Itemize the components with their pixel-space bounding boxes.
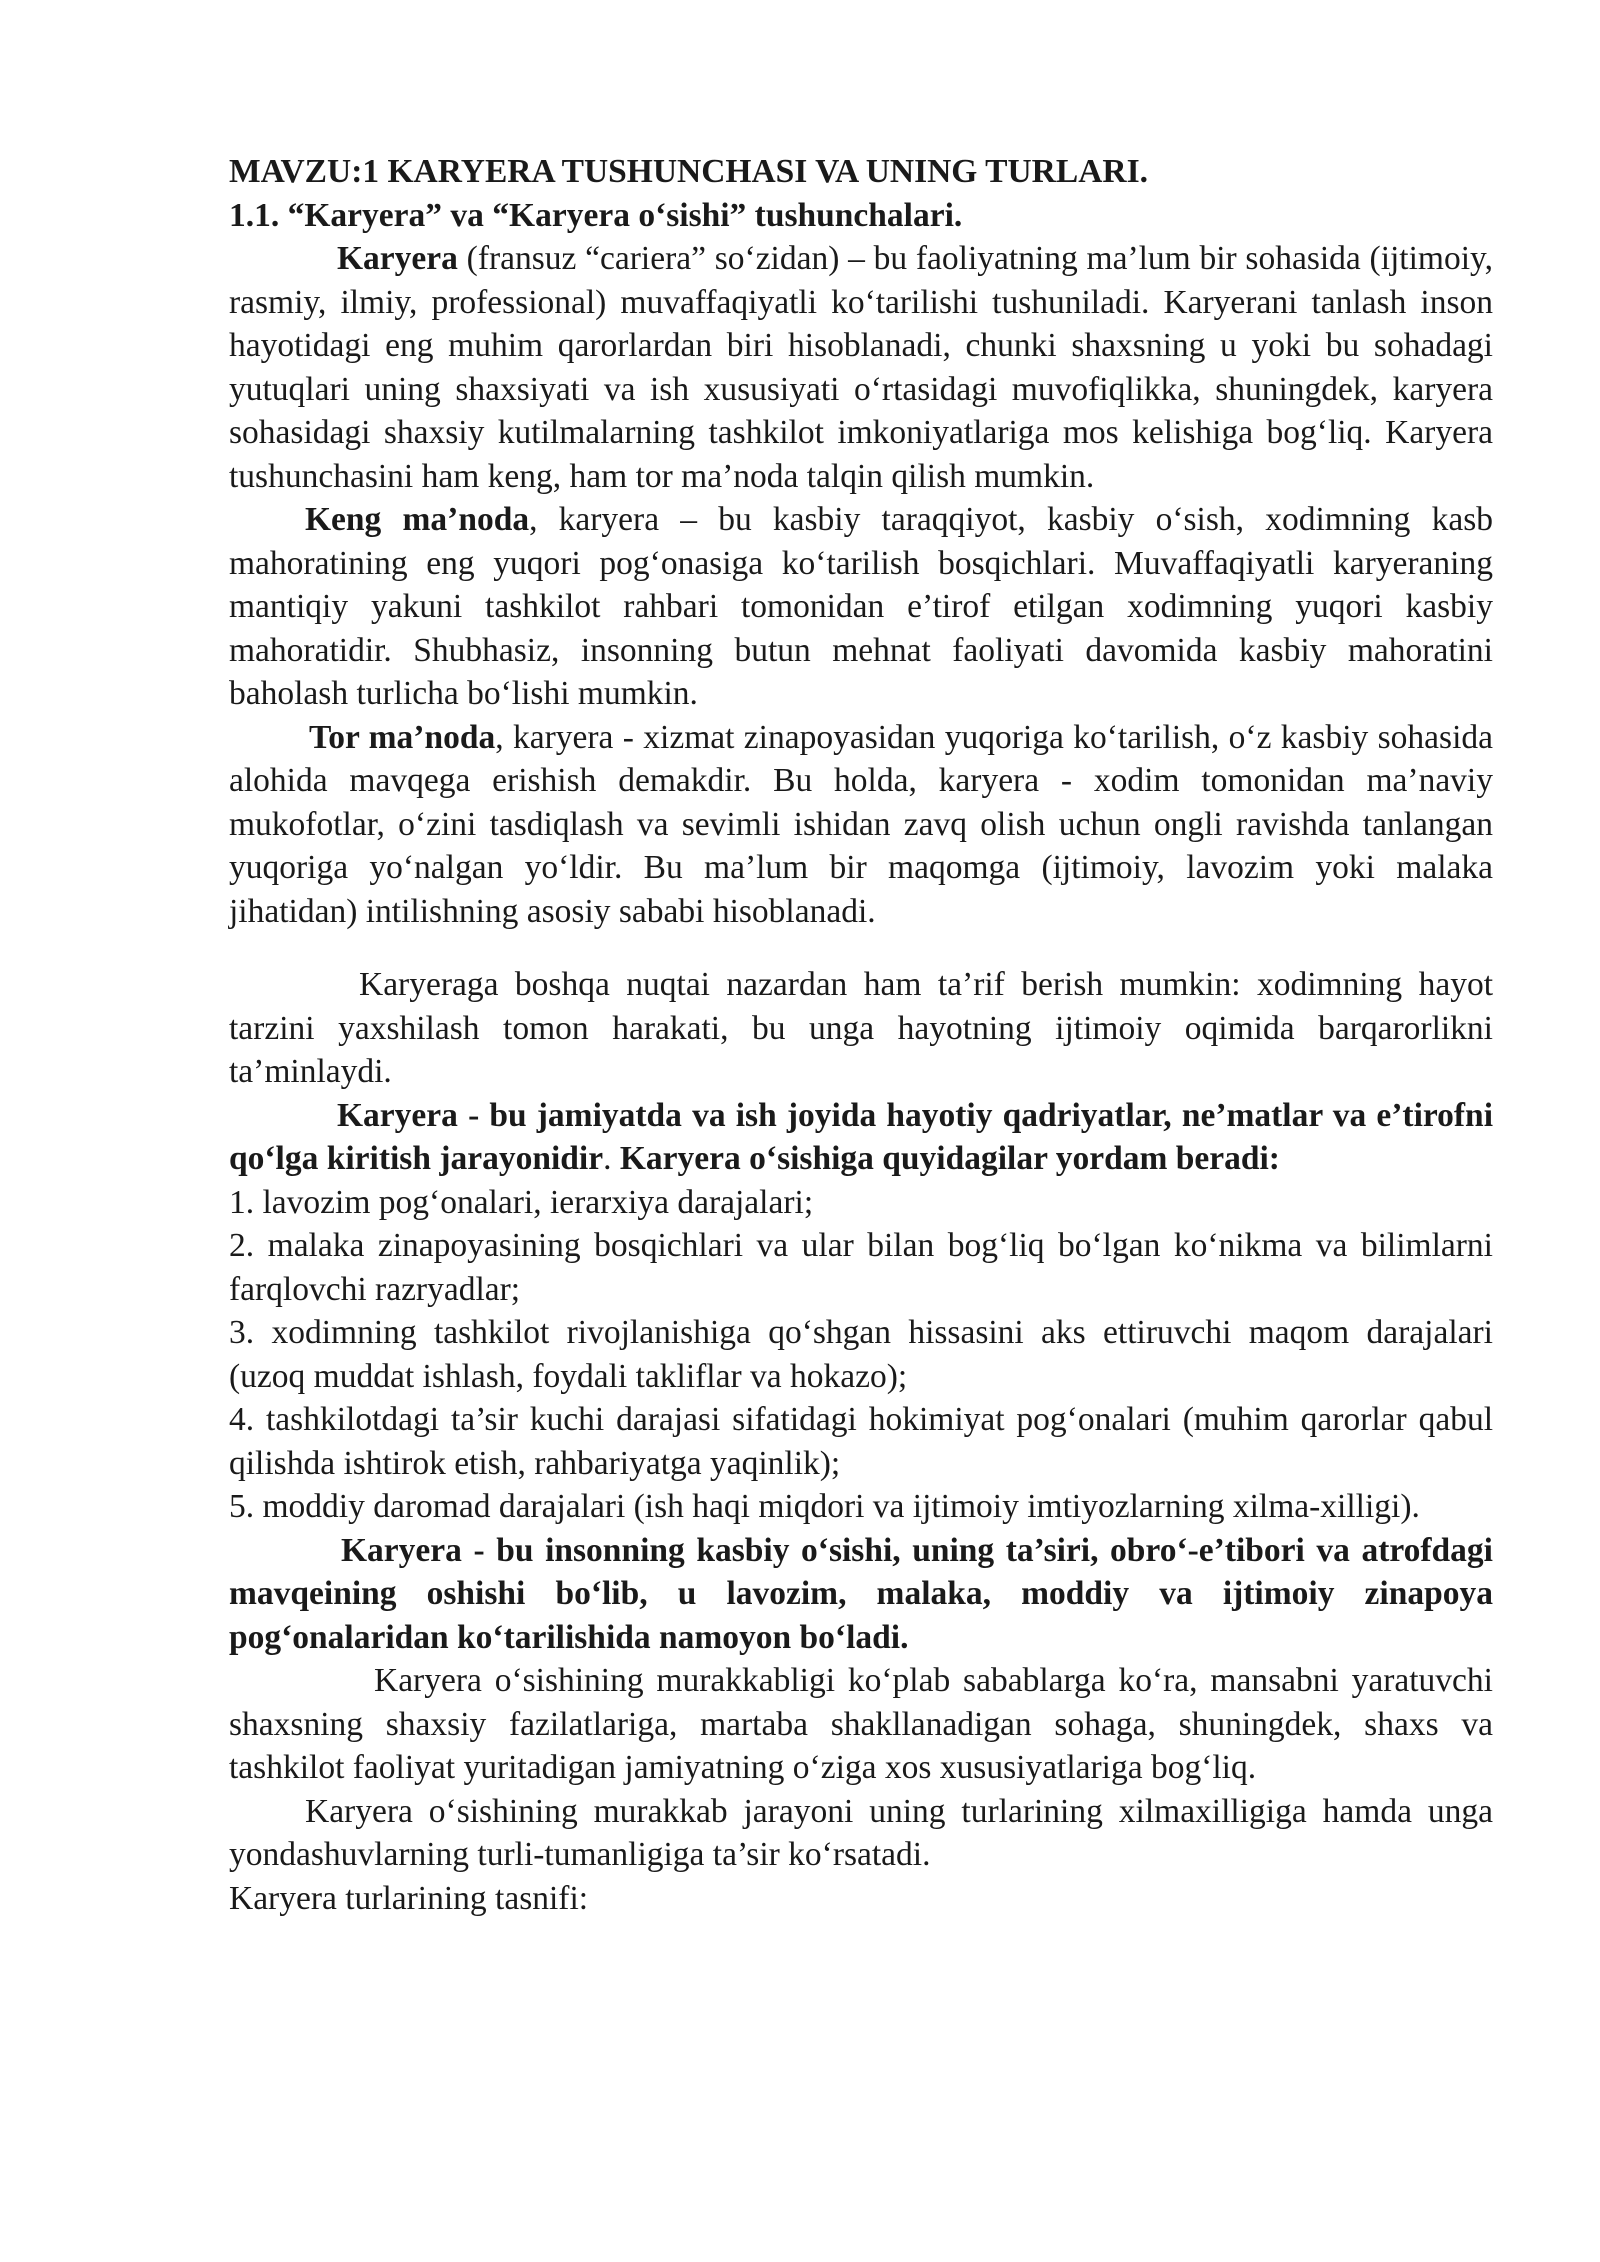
term-keng-manoda: Keng ma’noda <box>305 501 530 538</box>
paragraph-broad-meaning <box>229 498 1493 716</box>
page-title: MAVZU:1 KARYERA TUSHUNCHASI VA UNING TURLARI. <box>229 153 1149 190</box>
paragraph-text: (fransuz “cariera” so‘zidan) – bu faoliyatning ma’lum bir sohasida (ijtimoiy, rasmiy, ilmiy, professional) muvaffaqiyatli ko‘tarilishi tushuniladi. Karyerani tanlash inson hayotidagi eng muhim qarorlardan biri hisoblanadi, chunki shaxsning u yoki bu sohadagi yutuqlari uning shaxsiyati va ish xususiyati o‘rtasidagi muvofiqlikka, shuningdek, karyera sohasidagi shaxsiy kutilmalarning tashkilot imkoniyatlariga mos kelishiga bog‘liq. Karyera tushunchasini ham keng, ham tor ma’noda talqin qilish mumkin. <box>229 240 1493 495</box>
bold-definition-text: Karyera - bu jamiyatda va ish joyida hayotiy qadriyatlar, ne’matlar va e’tirofni qo‘lga kiritish jarayonidir <box>229 1096 1493 1177</box>
paragraph-text: , karyera - xizmat zinapoyasidan yuqoriga ko‘tarilish, o‘z kasbiy sohasida alohida mavqega erishish demakdir. Bu holda, karyera - xodim tomonidan ma’naviy mukofotlar, o‘zini tasdiqlash va sevimli ishidan zavq olish uchun ongli ravishda tanlangan yuqoriga yo‘nalgan yo‘ldir. Bu ma’lum bir maqomga (ijtimoiy, lavozim yoki malaka jihatidan) intilishning asosiy sababi hisoblanadi. <box>229 718 1494 930</box>
paragraph-process: Karyera o‘sishining murakkab jarayoni uning turlarining xilmaxilligiga hamda unga yondashuvlarning turli-tumanligiga ta’sir ko‘rsatadi. <box>229 1792 1493 1873</box>
list-item: 3. xodimning tashkilot rivojlanishiga qo‘shgan hissasini aks ettiruvchi maqom darajalari (uzoq muddat ishlash, foydali takliflar va hokazo); <box>229 1314 1493 1395</box>
paragraph-complexity: Karyera o‘sishining murakkabligi ko‘plab sabablarga ko‘ra, mansabni yaratuvchi shaxsning shaxsiy fazilatlariga, martaba shakllanadigan sohaga, shuningdek, shaxs va tashkilot faoliyat yuritadigan jamiyatning o‘ziga xos xususiyatlariga bog‘liq. <box>229 1662 1493 1786</box>
document-page <box>229 150 1493 1920</box>
section-subtitle: 1.1. “Karyera” va “Karyera o‘sishi” tushunchalari. <box>229 196 963 234</box>
paragraph-narrow-meaning <box>229 716 1493 934</box>
paragraph-bold-summary: Karyera - bu insonning kasbiy o‘sishi, uning ta’siri, obro‘-e’tibori va atrofdagi mavqeining oshishi bo‘lib, u lavozim, malaka, moddiy va ijtimoiy zinapoya pog‘onalaridan ko‘tarilishida namoyon bo‘ladi. <box>229 1531 1493 1656</box>
paragraph-text: , karyera – bu kasbiy taraqqiyot, kasbiy o‘sish, xodimning kasb mahoratining eng yuqori pog‘onasiga ko‘tarilish bosqichlari. Muvaffaqiyatli karyeraning mantiqiy yakuni tashkilot rahbari tomonidan e’tirof etilgan xodimning yuqori kasbiy mahoratidir. Shubhasiz, insonning butun mehnat faoliyati davomida kasbiy mahoratini baholash turlicha bo‘lishi mumkin. <box>229 501 1493 712</box>
term-tor-manoda: Tor ma’noda <box>309 718 496 756</box>
term-karyera: Karyera <box>337 240 458 277</box>
paragraph-alternative-definition: Karyeraga boshqa nuqtai nazardan ham ta’rif berish mumkin: xodimning hayot tarzini yaxshilash tomon harakati, bu unga hayotning ijtimoiy oqimida barqarorlikni ta’minlaydi. <box>229 966 1493 1090</box>
paragraph-definition <box>229 237 1493 498</box>
paragraph-bold-definition <box>229 1094 1493 1181</box>
list-item: 1. lavozim pog‘onalari, ierarxiya darajalari; <box>229 1183 814 1221</box>
list-item: 5. moddiy daromad darajalari (ish haqi miqdori va ijtimoiy imtiyozlarning xilma-xilligi). <box>229 1488 1420 1525</box>
paragraph-gap <box>229 933 1493 963</box>
list-item: 2. malaka zinapoyasining bosqichlari va ular bilan bog‘liq bo‘lgan ko‘nikma va bilimlarni farqlovchi razryadlar; <box>229 1227 1493 1308</box>
period: . <box>603 1140 612 1177</box>
list-item: 4. tashkilotdagi ta’sir kuchi darajasi sifatidagi hokimiyat pog‘onalari (muhim qarorlar qabul qilishda ishtirok etish, rahbariyatga yaqinlik); <box>229 1401 1493 1482</box>
bold-intro-text: Karyera o‘sishiga quyidagilar yordam beradi: <box>611 1140 1280 1177</box>
paragraph-classification-intro: Karyera turlarining tasnifi: <box>229 1879 589 1917</box>
